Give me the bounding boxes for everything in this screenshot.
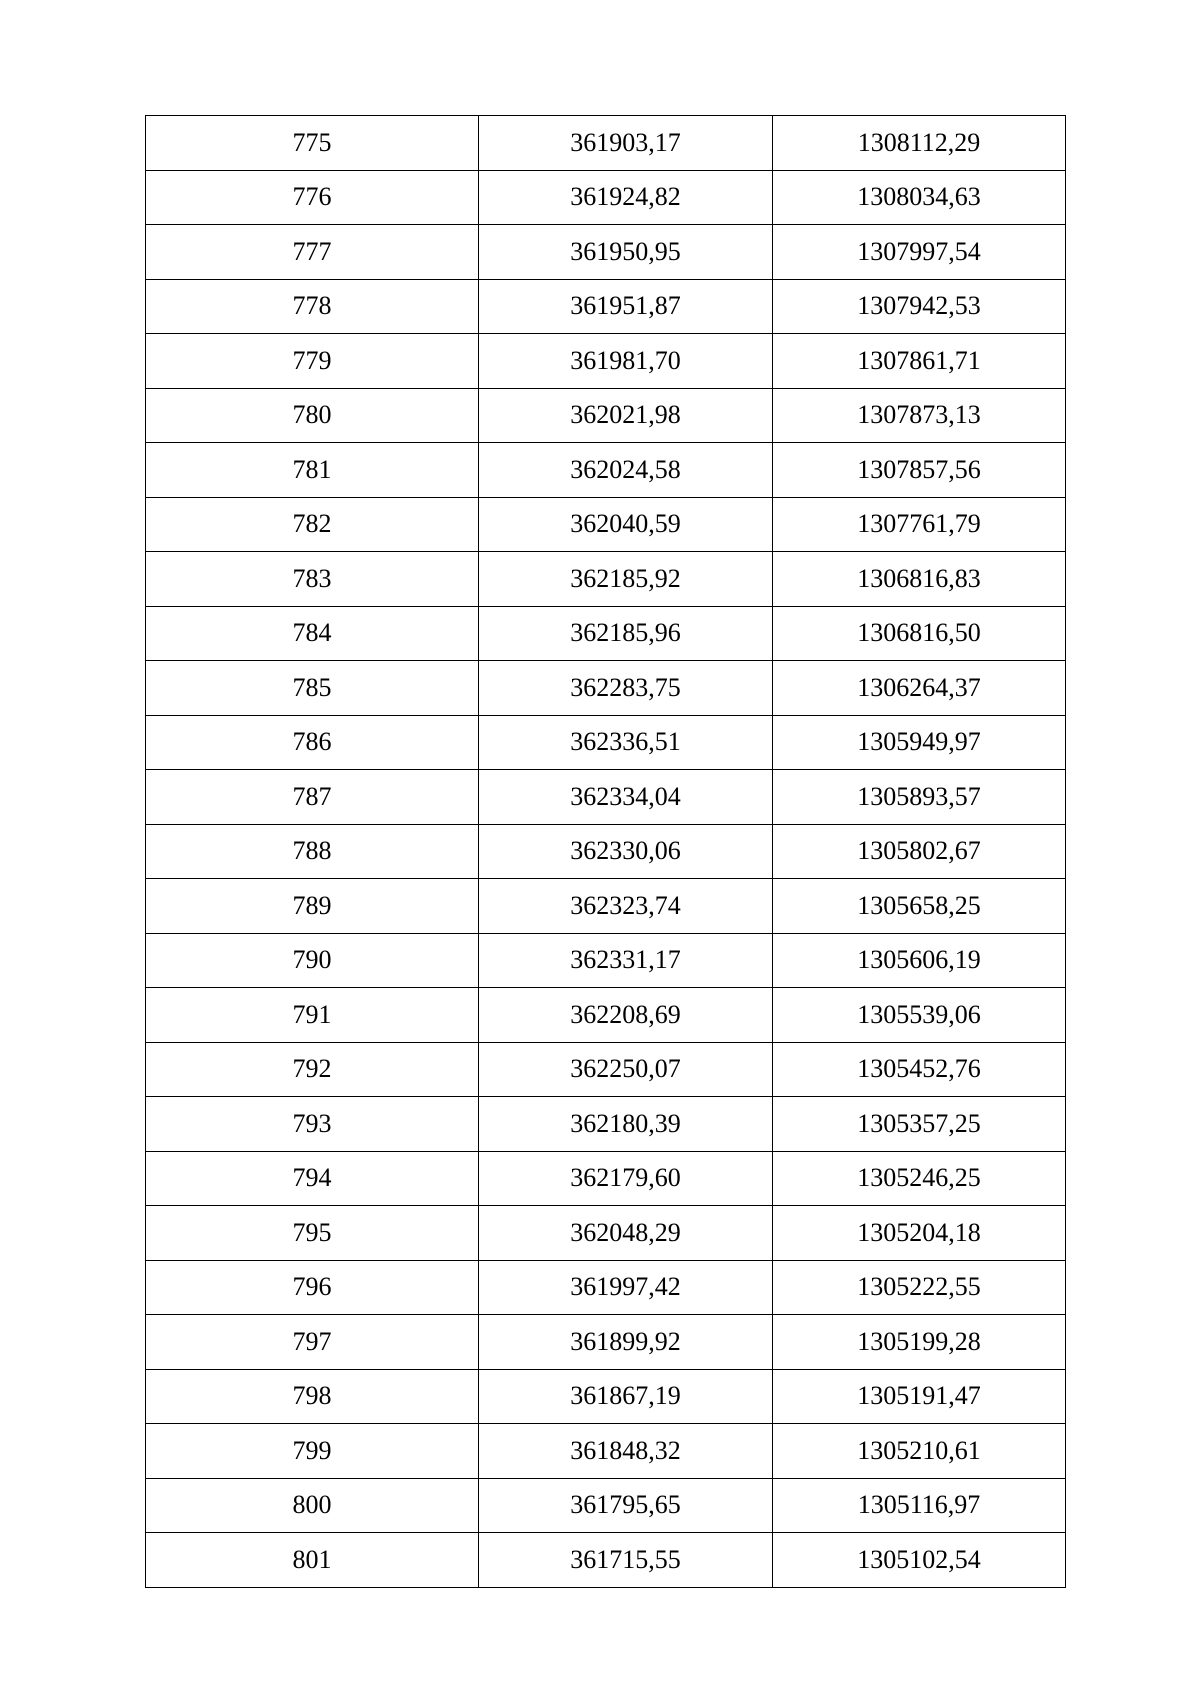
x-coordinate-cell: 361924,82 <box>479 170 773 225</box>
x-coordinate-cell: 361848,32 <box>479 1424 773 1479</box>
point-number-cell: 799 <box>146 1424 479 1479</box>
y-coordinate-cell: 1307861,71 <box>773 334 1066 389</box>
table-row <box>146 388 1066 443</box>
y-coordinate-cell: 1307857,56 <box>773 443 1066 498</box>
x-coordinate-cell: 362180,39 <box>479 1097 773 1152</box>
x-coordinate-cell: 362179,60 <box>479 1151 773 1206</box>
point-number-cell: 779 <box>146 334 479 389</box>
x-coordinate-cell: 362336,51 <box>479 715 773 770</box>
y-coordinate-cell: 1305116,97 <box>773 1478 1066 1533</box>
x-coordinate-cell: 362040,59 <box>479 497 773 552</box>
y-coordinate-cell: 1307942,53 <box>773 279 1066 334</box>
table-row <box>146 1478 1066 1533</box>
table-row <box>146 824 1066 879</box>
x-coordinate-cell: 361795,65 <box>479 1478 773 1533</box>
table-row <box>146 334 1066 389</box>
table-row <box>146 1533 1066 1588</box>
point-number-cell: 797 <box>146 1315 479 1370</box>
x-coordinate-cell: 361867,19 <box>479 1369 773 1424</box>
table-row <box>146 1315 1066 1370</box>
table-row <box>146 1042 1066 1097</box>
point-number-cell: 796 <box>146 1260 479 1315</box>
point-number-cell: 789 <box>146 879 479 934</box>
table-row <box>146 170 1066 225</box>
table-row <box>146 1151 1066 1206</box>
point-number-cell: 787 <box>146 770 479 825</box>
x-coordinate-cell: 361715,55 <box>479 1533 773 1588</box>
table-row <box>146 552 1066 607</box>
coordinates-table <box>145 115 1066 1588</box>
y-coordinate-cell: 1308112,29 <box>773 116 1066 171</box>
point-number-cell: 798 <box>146 1369 479 1424</box>
point-number-cell: 778 <box>146 279 479 334</box>
y-coordinate-cell: 1305802,67 <box>773 824 1066 879</box>
point-number-cell: 775 <box>146 116 479 171</box>
table-row <box>146 933 1066 988</box>
y-coordinate-cell: 1306816,83 <box>773 552 1066 607</box>
x-coordinate-cell: 362250,07 <box>479 1042 773 1097</box>
x-coordinate-cell: 362331,17 <box>479 933 773 988</box>
point-number-cell: 793 <box>146 1097 479 1152</box>
x-coordinate-cell: 362334,04 <box>479 770 773 825</box>
y-coordinate-cell: 1305893,57 <box>773 770 1066 825</box>
table-row <box>146 1424 1066 1479</box>
point-number-cell: 780 <box>146 388 479 443</box>
point-number-cell: 786 <box>146 715 479 770</box>
y-coordinate-cell: 1305539,06 <box>773 988 1066 1043</box>
y-coordinate-cell: 1307873,13 <box>773 388 1066 443</box>
point-number-cell: 783 <box>146 552 479 607</box>
point-number-cell: 781 <box>146 443 479 498</box>
y-coordinate-cell: 1305102,54 <box>773 1533 1066 1588</box>
y-coordinate-cell: 1307761,79 <box>773 497 1066 552</box>
y-coordinate-cell: 1305246,25 <box>773 1151 1066 1206</box>
x-coordinate-cell: 361899,92 <box>479 1315 773 1370</box>
x-coordinate-cell: 361997,42 <box>479 1260 773 1315</box>
table-row <box>146 661 1066 716</box>
table-row <box>146 116 1066 171</box>
x-coordinate-cell: 362185,92 <box>479 552 773 607</box>
point-number-cell: 776 <box>146 170 479 225</box>
y-coordinate-cell: 1305452,76 <box>773 1042 1066 1097</box>
coordinates-table-body <box>146 116 1066 1588</box>
table-row <box>146 715 1066 770</box>
y-coordinate-cell: 1305210,61 <box>773 1424 1066 1479</box>
point-number-cell: 795 <box>146 1206 479 1261</box>
point-number-cell: 800 <box>146 1478 479 1533</box>
x-coordinate-cell: 362208,69 <box>479 988 773 1043</box>
y-coordinate-cell: 1305949,97 <box>773 715 1066 770</box>
point-number-cell: 791 <box>146 988 479 1043</box>
y-coordinate-cell: 1308034,63 <box>773 170 1066 225</box>
y-coordinate-cell: 1305658,25 <box>773 879 1066 934</box>
x-coordinate-cell: 362330,06 <box>479 824 773 879</box>
y-coordinate-cell: 1305199,28 <box>773 1315 1066 1370</box>
table-row <box>146 988 1066 1043</box>
table-row <box>146 1097 1066 1152</box>
point-number-cell: 788 <box>146 824 479 879</box>
table-row <box>146 1369 1066 1424</box>
table-row <box>146 497 1066 552</box>
x-coordinate-cell: 362021,98 <box>479 388 773 443</box>
point-number-cell: 784 <box>146 606 479 661</box>
x-coordinate-cell: 362323,74 <box>479 879 773 934</box>
y-coordinate-cell: 1305204,18 <box>773 1206 1066 1261</box>
x-coordinate-cell: 361981,70 <box>479 334 773 389</box>
point-number-cell: 801 <box>146 1533 479 1588</box>
point-number-cell: 794 <box>146 1151 479 1206</box>
x-coordinate-cell: 362024,58 <box>479 443 773 498</box>
table-row <box>146 606 1066 661</box>
table-row <box>146 443 1066 498</box>
x-coordinate-cell: 362185,96 <box>479 606 773 661</box>
table-row <box>146 1260 1066 1315</box>
y-coordinate-cell: 1305222,55 <box>773 1260 1066 1315</box>
point-number-cell: 785 <box>146 661 479 716</box>
point-number-cell: 782 <box>146 497 479 552</box>
y-coordinate-cell: 1307997,54 <box>773 225 1066 280</box>
point-number-cell: 790 <box>146 933 479 988</box>
y-coordinate-cell: 1305191,47 <box>773 1369 1066 1424</box>
point-number-cell: 777 <box>146 225 479 280</box>
table-row <box>146 879 1066 934</box>
y-coordinate-cell: 1305357,25 <box>773 1097 1066 1152</box>
y-coordinate-cell: 1305606,19 <box>773 933 1066 988</box>
point-number-cell: 792 <box>146 1042 479 1097</box>
table-row <box>146 770 1066 825</box>
x-coordinate-cell: 361903,17 <box>479 116 773 171</box>
table-row <box>146 1206 1066 1261</box>
x-coordinate-cell: 362048,29 <box>479 1206 773 1261</box>
x-coordinate-cell: 361951,87 <box>479 279 773 334</box>
x-coordinate-cell: 362283,75 <box>479 661 773 716</box>
table-row <box>146 225 1066 280</box>
table-row <box>146 279 1066 334</box>
y-coordinate-cell: 1306264,37 <box>773 661 1066 716</box>
x-coordinate-cell: 361950,95 <box>479 225 773 280</box>
y-coordinate-cell: 1306816,50 <box>773 606 1066 661</box>
